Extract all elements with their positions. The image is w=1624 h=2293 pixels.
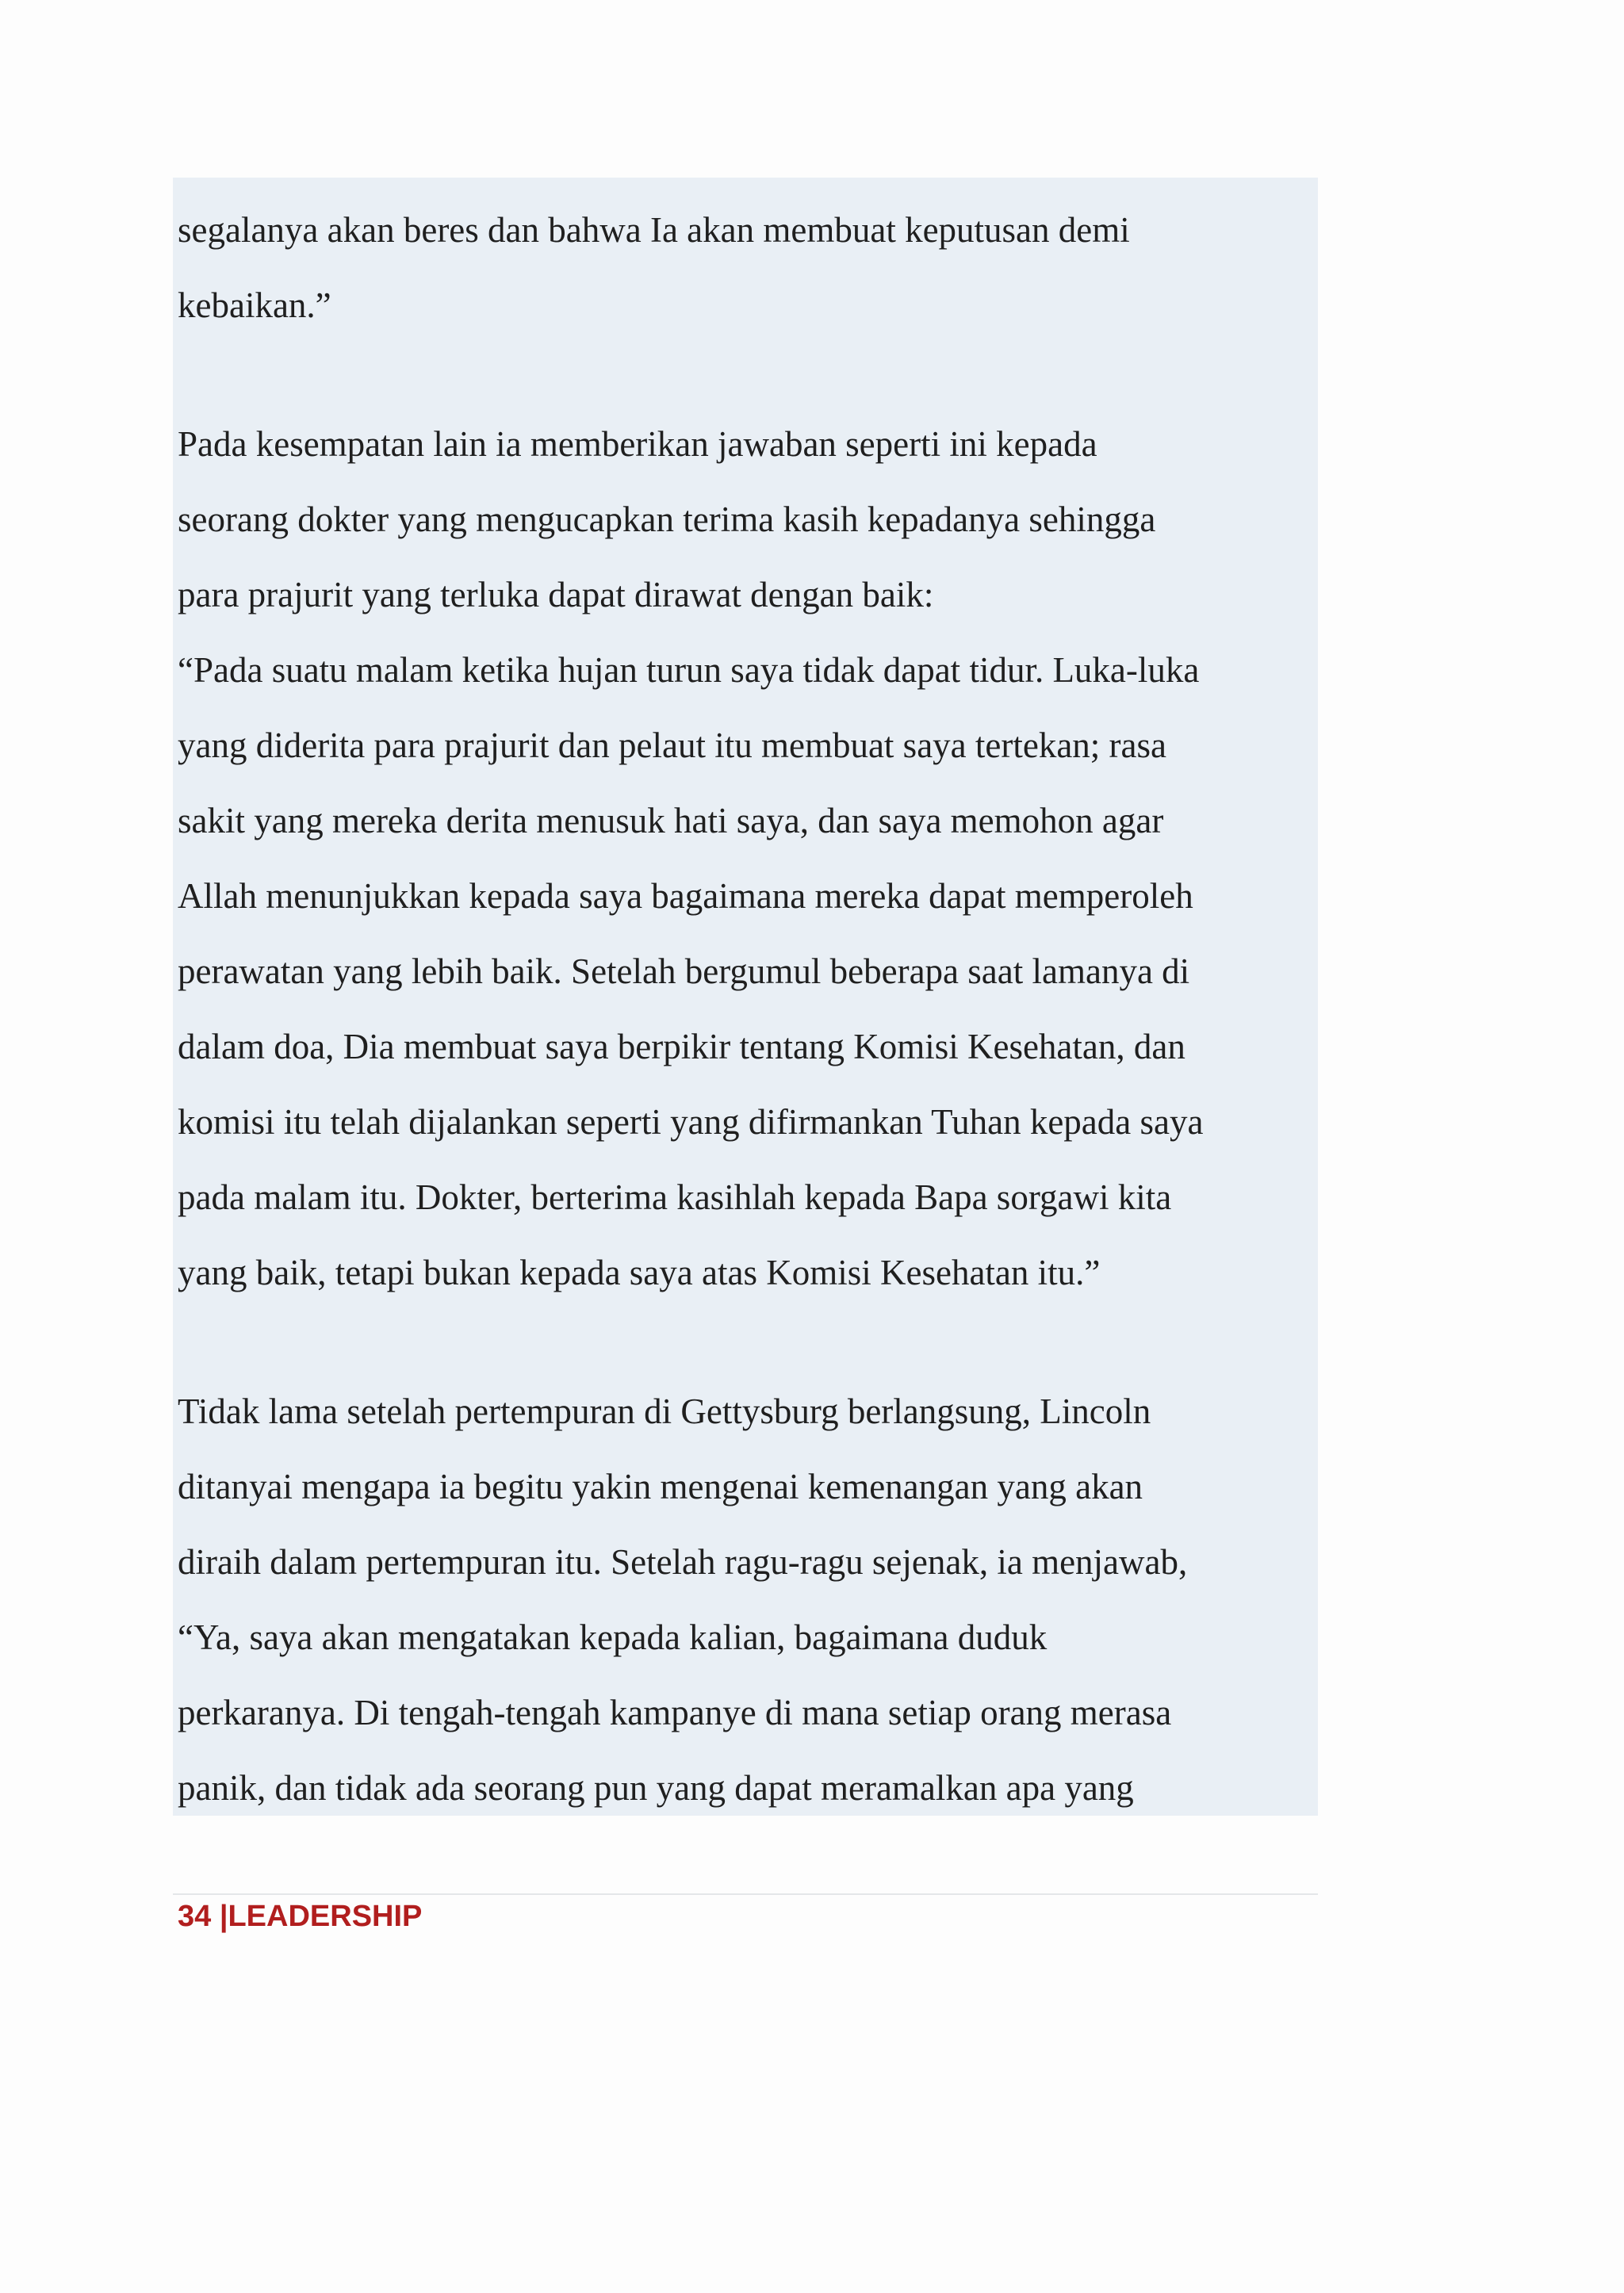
text-line: perkaranya. Di tengah-tengah kampanye di mana setiap orang merasa xyxy=(178,1693,1172,1732)
text-line: panik, dan tidak ada seorang pun yang dapat meramalkan apa yang xyxy=(178,1768,1134,1808)
text-line: perawatan yang lebih baik. Setelah bergumul beberapa saat lamanya di xyxy=(178,951,1190,991)
text-line: seorang dokter yang mengucapkan terima kasih kepadanya sehingga xyxy=(178,500,1156,539)
text-line: yang diderita para prajurit dan pelaut itu membuat saya tertekan; rasa xyxy=(178,725,1166,765)
text-line: komisi itu telah dijalankan seperti yang difirmankan Tuhan kepada saya xyxy=(178,1102,1204,1142)
text-line: Tidak lama setelah pertempuran di Gettysburg berlangsung, Lincoln xyxy=(178,1391,1151,1431)
text-line: segalanya akan beres dan bahwa Ia akan membuat keputusan demi xyxy=(178,210,1130,250)
text-line: sakit yang mereka derita menusuk hati saya, dan saya memohon agar xyxy=(178,801,1164,840)
text-line: para prajurit yang terluka dapat dirawat dengan baik: xyxy=(178,575,934,614)
text-line: Pada kesempatan lain ia memberikan jawaban seperti ini kepada xyxy=(178,424,1097,464)
text-line: Allah menunjukkan kepada saya bagaimana mereka dapat memperoleh xyxy=(178,876,1193,916)
text-line: dalam doa, Dia membuat saya berpikir tentang Komisi Kesehatan, dan xyxy=(178,1027,1185,1066)
footer-divider xyxy=(173,1893,1318,1895)
text-line: pada malam itu. Dokter, berterima kasihlah kepada Bapa sorgawi kita xyxy=(178,1177,1172,1217)
page-footer-label: 34 |LEADERSHIP xyxy=(178,1900,423,1933)
text-line: “Ya, saya akan mengatakan kepada kalian, bagaimana duduk xyxy=(178,1617,1048,1657)
text-line: yang baik, tetapi bukan kepada saya atas Komisi Kesehatan itu.” xyxy=(178,1253,1101,1292)
highlighted-text-block xyxy=(173,178,1318,1816)
text-line: diraih dalam pertempuran itu. Setelah ragu-ragu sejenak, ia menjawab, xyxy=(178,1542,1188,1582)
text-line: ditanyai mengapa ia begitu yakin mengenai kemenangan yang akan xyxy=(178,1467,1143,1506)
text-line: kebaikan.” xyxy=(178,285,331,325)
text-line: “Pada suatu malam ketika hujan turun saya tidak dapat tidur. Luka-luka xyxy=(178,650,1200,690)
